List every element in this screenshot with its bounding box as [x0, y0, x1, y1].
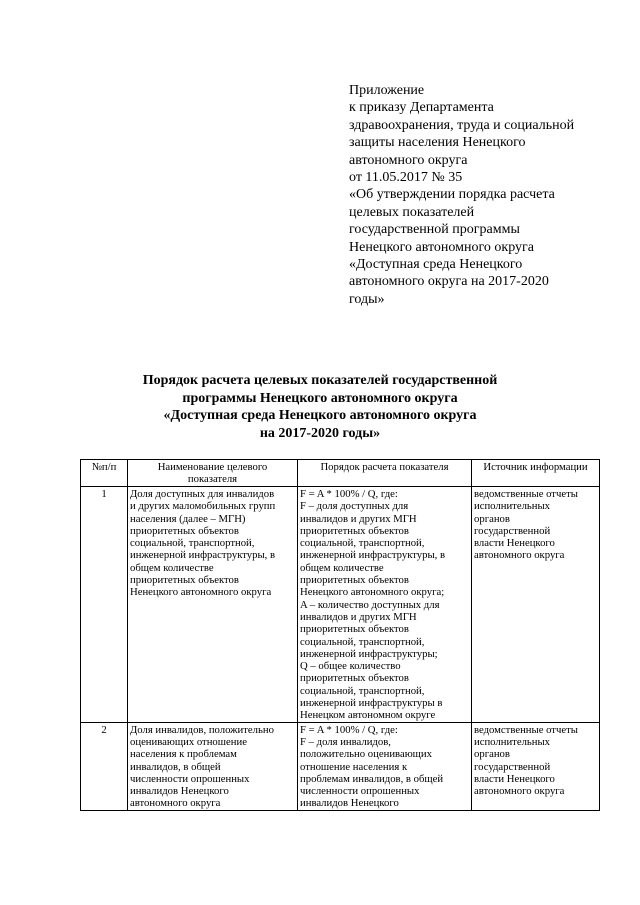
source-cell: [472, 487, 600, 723]
source-cell: [472, 722, 600, 810]
appendix-line: автономного округа: [349, 152, 468, 168]
cell-line: проблемам инвалидов, в общей: [300, 772, 444, 785]
appendix-line: «Доступная среда Ненецкого: [349, 257, 523, 273]
cell-line: приоритетных объектов: [130, 524, 239, 537]
cell-line: социальной, транспортной,: [300, 537, 425, 550]
cell-line: A – количество доступных для: [300, 598, 440, 611]
cell-line: населения к проблемам: [130, 748, 237, 761]
cell-line: государственной: [474, 524, 551, 537]
cell-line: автономного округа: [130, 797, 221, 810]
document-title: [60, 372, 580, 442]
cell-line: власти Ненецкого: [474, 772, 555, 785]
cell-line: социальной, транспортной,: [130, 537, 255, 550]
cell-line: инвалидов Ненецкого: [130, 785, 229, 798]
header-line: Наименование целевого: [157, 461, 268, 473]
appendix-block: [349, 82, 609, 308]
cell-line: инженерной инфраструктуры;: [300, 647, 438, 660]
appendix-line: Ненецкого автономного округа: [349, 239, 534, 255]
cell-line: инженерной инфраструктуры, в: [130, 549, 276, 562]
header-indicator-name: [128, 460, 298, 487]
cell-line: отношение населения к: [300, 760, 408, 773]
header-line: показателя: [187, 473, 238, 486]
cell-line: F = A * 100% / Q, где:: [300, 488, 398, 500]
table-header-row: [81, 460, 600, 487]
row-number: 1: [81, 487, 128, 723]
cell-line: Ненецком автономном округе: [300, 709, 436, 722]
cell-line: приоритетных объектов: [300, 623, 409, 636]
cell-line: органов: [474, 512, 510, 525]
appendix-line: здравоохранения, труда и социальной: [349, 117, 575, 133]
cell-line: инвалидов Ненецкого: [300, 797, 399, 810]
cell-line: приоритетных объектов: [300, 672, 409, 685]
cell-line: общем количестве: [130, 561, 214, 574]
calculation-cell: [298, 722, 472, 810]
cell-line: оценивающих отношение: [130, 735, 247, 748]
header-calculation: [298, 460, 472, 487]
cell-line: государственной: [474, 760, 551, 773]
table-row: [81, 487, 600, 723]
cell-line: положительно оценивающих: [300, 748, 432, 761]
cell-line: исполнительных: [474, 735, 551, 748]
cell-line: численности опрошенных: [130, 772, 250, 785]
cell-line: приоритетных объектов: [300, 524, 409, 537]
cell-line: и других маломобильных групп: [130, 500, 276, 513]
title-line: на 2017-2020 годы»: [259, 425, 381, 441]
cell-line: F = A * 100% / Q, где:: [300, 723, 398, 736]
appendix-line: целевых показателей: [349, 204, 475, 220]
appendix-line: защиты населения Ненецкого: [349, 135, 526, 151]
cell-line: инженерной инфраструктуры, в: [300, 549, 446, 562]
appendix-line: Приложение: [349, 83, 425, 98]
cell-line: социальной, транспортной,: [300, 635, 425, 648]
appendix-line: годы»: [349, 291, 385, 307]
cell-line: общем количестве: [300, 561, 384, 574]
cell-line: приоритетных объектов: [300, 574, 409, 587]
indicator-name-cell: [128, 487, 298, 723]
appendix-line: автономного округа на 2017-2020: [349, 274, 549, 290]
row-number: 2: [81, 722, 128, 810]
cell-line: инженерной инфраструктуры в: [300, 697, 443, 710]
cell-line: автономного округа: [474, 785, 565, 798]
cell-line: F – доля доступных для: [300, 500, 409, 513]
cell-line: населения (далее – МГН): [130, 512, 246, 525]
cell-line: инвалидов и других МГН: [300, 512, 417, 525]
cell-line: Ненецкого автономного округа: [130, 586, 272, 599]
indicator-name-cell: [128, 722, 298, 810]
appendix-line: от 11.05.2017 № 35: [349, 170, 463, 186]
header-number: [81, 460, 128, 487]
cell-line: F – доля инвалидов,: [300, 735, 391, 748]
header-line: Порядок расчета показателя: [320, 461, 449, 473]
title-line: Порядок расчета целевых показателей государственной: [142, 373, 498, 388]
table-row: [81, 722, 600, 810]
indicators-table: [80, 459, 600, 811]
cell-line: приоритетных объектов: [130, 574, 239, 587]
cell-line: власти Ненецкого: [474, 537, 555, 550]
cell-line: Доля инвалидов, положительно: [130, 723, 274, 736]
cell-line: органов: [474, 748, 510, 761]
cell-line: инвалидов, в общей: [130, 760, 221, 773]
header-line: Источник информации: [483, 461, 588, 473]
cell-line: Доля доступных для инвалидов: [130, 488, 275, 500]
cell-line: Q – общее количество: [300, 660, 401, 673]
header-line: №п/п: [91, 461, 117, 473]
cell-line: исполнительных: [474, 500, 551, 513]
title-line: «Доступная среда Ненецкого автономного округа: [163, 408, 477, 423]
cell-line: ведомственные отчеты: [474, 488, 578, 500]
title-line: программы Ненецкого автономного округа: [182, 390, 458, 406]
cell-line: социальной, транспортной,: [300, 684, 425, 697]
appendix-line: «Об утверждении порядка расчета: [349, 187, 555, 203]
cell-line: ведомственные отчеты: [474, 723, 578, 736]
header-source: [472, 460, 600, 487]
appendix-line: государственной программы: [349, 222, 520, 238]
calculation-cell: [298, 487, 472, 723]
cell-line: автономного округа: [474, 549, 565, 562]
cell-line: инвалидов и других МГН: [300, 610, 417, 623]
appendix-line: к приказу Департамента: [349, 100, 494, 116]
cell-line: численности опрошенных: [300, 785, 420, 798]
cell-line: Ненецкого автономного округа;: [300, 586, 445, 599]
